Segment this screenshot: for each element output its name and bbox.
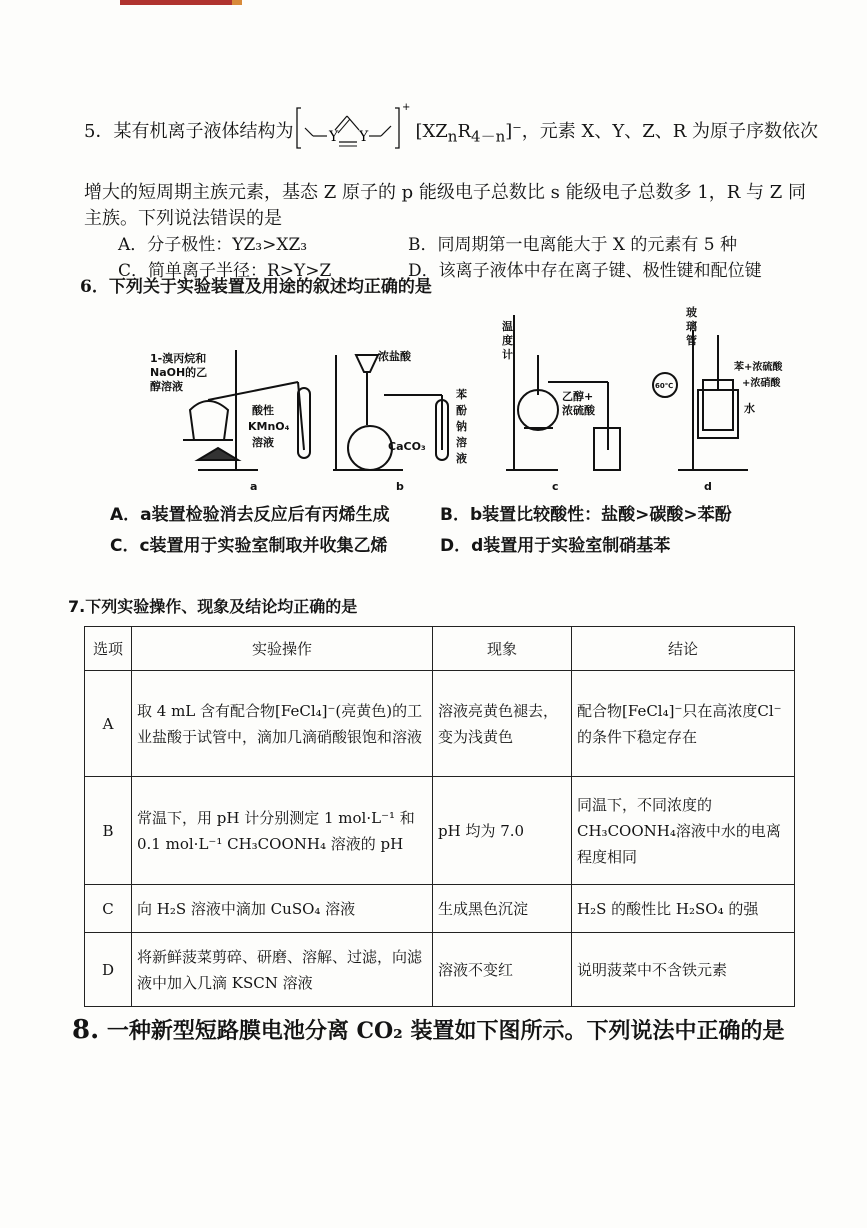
anion-formula: $[XZ_nR_{4-n}]^-$ xyxy=(415,121,522,146)
q8-stem: 一种新型短路膜电池分离 CO₂ 装置如下图所示。下列说法中正确的是 xyxy=(106,1018,785,1044)
label-d-water: 水 xyxy=(744,402,755,415)
label-a-kmno4-2: KMnO₄ xyxy=(248,420,290,433)
label-c-thermometer-3: 计 xyxy=(502,348,513,361)
label-c-thermometer-1: 温 xyxy=(502,320,513,333)
row-b-operation: 常温下，用 pH 计分别测定 1 mol·L⁻¹ 和 0.1 mol·L⁻¹ CH₃COONH₄ 溶液的 pH xyxy=(132,777,433,885)
label-b-phenolate-5: 液 xyxy=(456,452,467,465)
header-conclusion: 结论 xyxy=(572,627,795,671)
header-decoration-accent xyxy=(232,0,242,5)
row-b-option: B xyxy=(85,777,132,885)
q6-options xyxy=(110,500,810,562)
label-b-phenolate-2: 酚 xyxy=(456,404,467,417)
q7-stem: 7.下列实验操作、现象及结论均正确的是 xyxy=(68,597,358,616)
row-c-phenomenon: 生成黑色沉淀 xyxy=(433,885,572,933)
caption-d: d xyxy=(704,480,712,493)
q7-table xyxy=(84,626,795,1007)
label-a-reagent-3: 醇溶液 xyxy=(150,380,183,393)
question-5 xyxy=(84,100,818,284)
q5-option-d: D．该离子液体中存在离子键、极性键和配位键 xyxy=(408,261,762,281)
caption-a: a xyxy=(250,480,258,493)
label-c-thermometer-2: 度 xyxy=(502,334,513,347)
q5-option-a: A．分子极性：YZ₃>XZ₃ xyxy=(118,235,308,255)
cation-atom-right: Y xyxy=(359,129,369,145)
q5-stem-line2: 增大的短周期主族元素，基态 Z 原子的 p 能级电子总数比 s 能级电子总数多 1，R 与 Z 同 xyxy=(84,182,806,203)
label-a-reagent-2: NaOH的乙 xyxy=(150,366,208,379)
label-b-phenolate-3: 钠 xyxy=(456,420,467,433)
header-phenomenon: 现象 xyxy=(433,627,572,671)
label-d-glass-2: 璃 xyxy=(686,320,697,333)
cation-charge: + xyxy=(402,102,411,113)
label-d-hno3: +浓硝酸 xyxy=(742,378,781,389)
label-c-ethanol: 乙醇+ xyxy=(562,390,594,403)
q5-stem-line1: 5．某有机离子液体结构为 Y Y + $[XZ_nR_{4-n}]^-$，元素 X、Y、Z、R 为原子序数依次 xyxy=(84,100,804,164)
row-a-operation: 取 4 mL 含有配合物[FeCl₄]⁻(亮黄色)的工业盐酸于试管中，滴加几滴硝酸银饱和溶液 xyxy=(132,671,433,777)
row-b-conclusion: 同温下，不同浓度的CH₃COONH₄溶液中水的电离程度相同 xyxy=(572,777,795,885)
q6-option-d: D．d装置用于实验室制硝基苯 xyxy=(440,536,671,556)
label-d-benzene: 苯+浓硫酸 xyxy=(734,362,783,373)
q5-option-b: B．同周期第一电离能大于 X 的元素有 5 种 xyxy=(408,235,738,255)
caption-b: b xyxy=(396,480,404,493)
row-b-phenomenon: pH 均为 7.0 xyxy=(433,777,572,885)
table-row xyxy=(85,777,795,885)
q6-apparatus-figure xyxy=(138,300,808,500)
table-header-row xyxy=(85,627,795,671)
row-a-phenomenon: 溶液亮黄色褪去，变为浅黄色 xyxy=(433,671,572,777)
q6-option-c: C．c装置用于实验室制取并收集乙烯 xyxy=(110,536,388,556)
label-d-temperature: 60℃ xyxy=(655,382,674,390)
row-c-option: C xyxy=(85,885,132,933)
label-d-glass-3: 管 xyxy=(686,334,697,347)
apparatus-drawing xyxy=(138,300,808,500)
label-a-kmno4-1: 酸性 xyxy=(252,404,274,417)
header-option: 选项 xyxy=(85,627,132,671)
row-d-operation: 将新鲜菠菜剪碎、研磨、溶解、过滤，向滤液中加入几滴 KSCN 溶液 xyxy=(132,933,433,1007)
row-a-conclusion: 配合物[FeCl₄]⁻只在高浓度Cl⁻的条件下稳定存在 xyxy=(572,671,795,777)
label-a-reagent-1: 1-溴丙烷和 xyxy=(150,352,207,365)
label-b-hcl: 浓盐酸 xyxy=(378,350,411,363)
table-row xyxy=(85,885,795,933)
label-c-h2so4: 浓硫酸 xyxy=(562,404,595,417)
ionic-liquid-cation-structure xyxy=(295,100,413,164)
cation-atom-left: Y xyxy=(329,129,339,145)
row-d-phenomenon: 溶液不变红 xyxy=(433,933,572,1007)
table-row xyxy=(85,933,795,1007)
q6-option-b: B．b装置比较酸性：盐酸>碳酸>苯酚 xyxy=(440,505,732,525)
q8-number: 8. xyxy=(72,1015,100,1045)
q6-stem: 6．下列关于实验装置及用途的叙述均正确的是 xyxy=(80,277,432,297)
table-row xyxy=(85,671,795,777)
q6-option-a: A．a装置检验消去反应后有丙烯生成 xyxy=(110,505,390,525)
row-a-option: A xyxy=(85,671,132,777)
label-d-glass-1: 玻 xyxy=(686,306,697,319)
label-a-kmno4-3: 溶液 xyxy=(252,436,274,449)
row-c-operation: 向 H₂S 溶液中滴加 CuSO₄ 溶液 xyxy=(132,885,433,933)
header-operation: 实验操作 xyxy=(132,627,433,671)
label-b-phenolate-4: 溶 xyxy=(456,436,467,449)
q5-stem-line3: 主族。下列说法错误的是 xyxy=(84,208,282,229)
label-b-phenolate-1: 苯 xyxy=(456,388,467,401)
row-d-option: D xyxy=(85,933,132,1007)
row-c-conclusion: H₂S 的酸性比 H₂SO₄ 的强 xyxy=(572,885,795,933)
header-decoration xyxy=(120,0,242,5)
question-8 xyxy=(72,1014,784,1045)
label-b-caco3: CaCO₃ xyxy=(388,440,426,453)
caption-c: c xyxy=(552,480,559,493)
row-d-conclusion: 说明菠菜中不含铁元素 xyxy=(572,933,795,1007)
q5-option-c: C．简单离子半径：R>Y>Z xyxy=(118,261,332,281)
